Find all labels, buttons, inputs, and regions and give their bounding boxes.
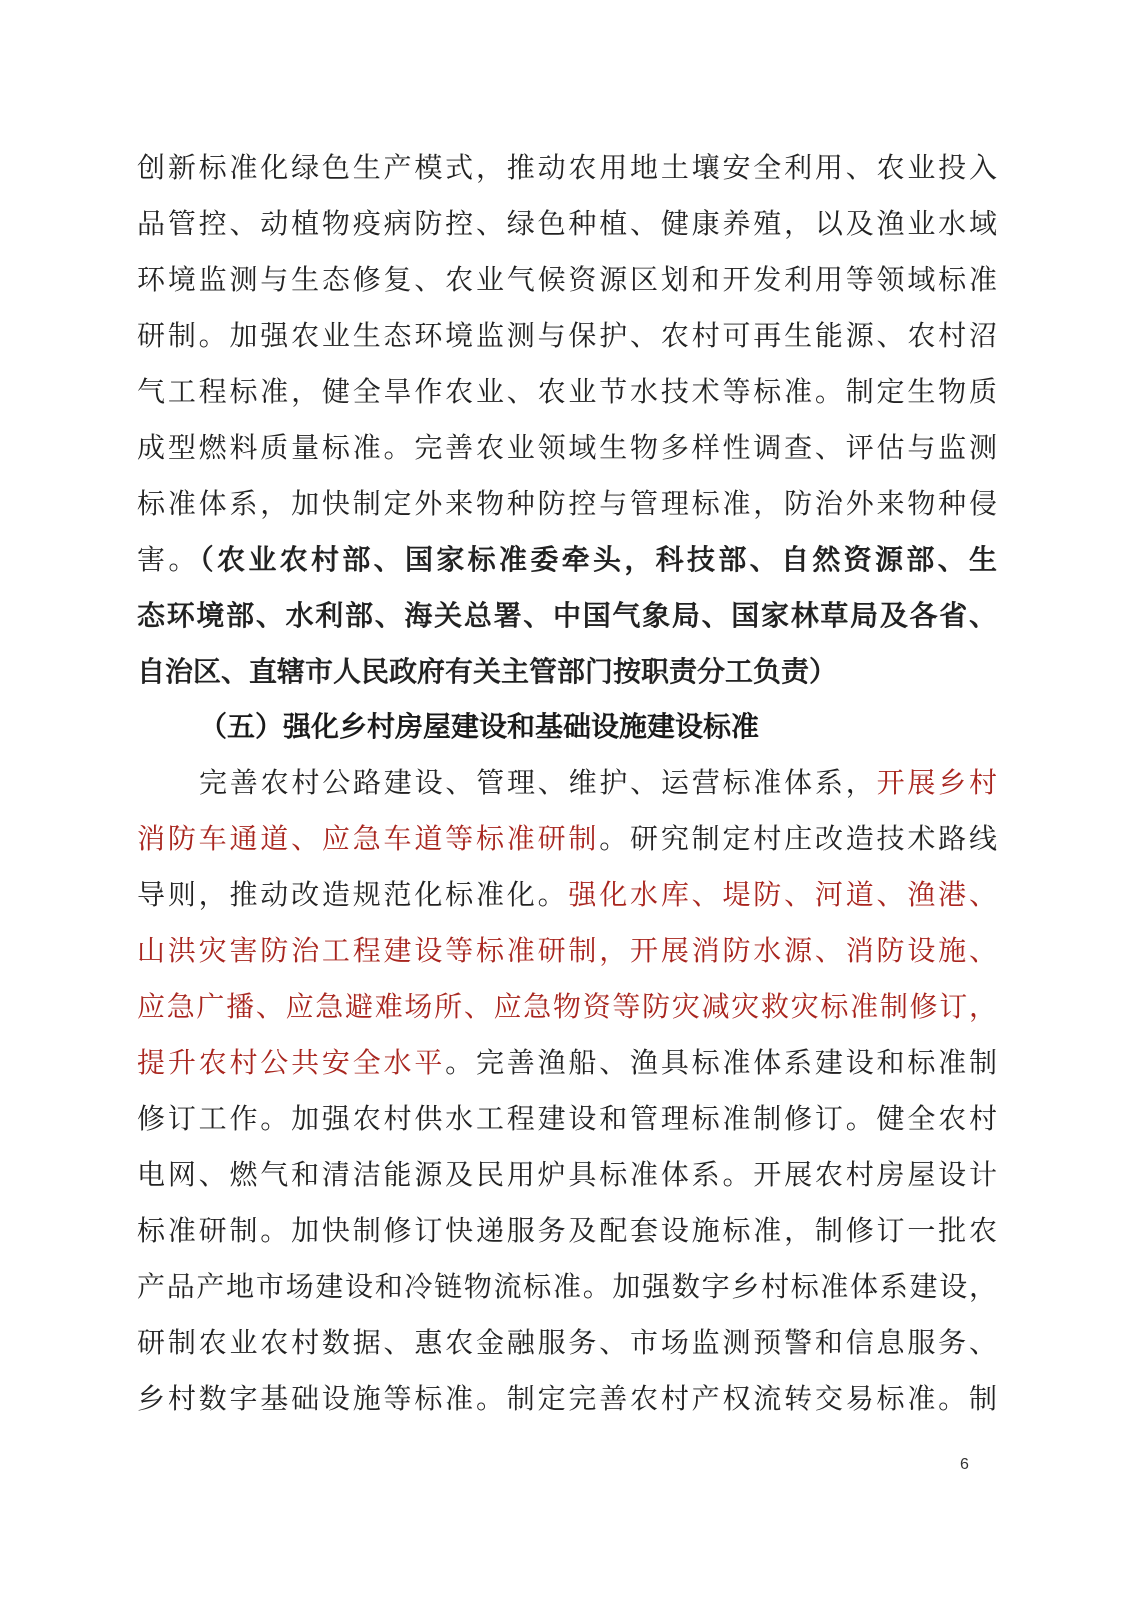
- paragraph-line: [137, 1379, 997, 1419]
- responsibility-note-line: [137, 596, 997, 636]
- paragraph-line: [137, 540, 997, 580]
- line-text: 研制农业农村数据、惠农金融服务、市场监测预警和信息服务、: [137, 1326, 997, 1359]
- paragraph-line: [137, 260, 997, 300]
- paragraph-line: [137, 1323, 997, 1363]
- line-text: 害。: [137, 543, 200, 576]
- line-text: 自治区、直辖市人民政府有关主管部门按职责分工负责）: [137, 655, 838, 688]
- line-text: 标准体系，加快制定外来物种防控与管理标准，防治外来物种侵: [137, 487, 997, 520]
- highlighted-text: 提升农村公共安全水平: [137, 1046, 446, 1079]
- paragraph-line: [137, 316, 997, 356]
- paragraph-line: [137, 1043, 997, 1083]
- line-text: 创新标准化绿色生产模式，推动农用地土壤安全利用、农业投入: [137, 151, 997, 184]
- line-text: 修订工作。加强农村供水工程建设和管理标准制修订。健全农村: [137, 1102, 997, 1135]
- paragraph-line: [137, 1211, 997, 1251]
- paragraph-line: [137, 204, 997, 244]
- responsibility-note-line: [137, 652, 997, 692]
- line-text: 成型燃料质量标准。完善农业领域生物多样性调查、评估与监测: [137, 431, 997, 464]
- highlighted-line: [137, 987, 997, 1027]
- highlighted-text: 山洪灾害防治工程建设等标准研制，开展消防水源、消防设施、: [137, 934, 997, 967]
- paragraph-line: [137, 372, 997, 412]
- paragraph-line: [137, 1099, 997, 1139]
- paragraph-line: [137, 875, 997, 915]
- page-number: 6: [960, 1456, 969, 1473]
- line-text: 产品产地市场建设和冷链物流标准。加强数字乡村标准体系建设，: [137, 1270, 997, 1303]
- line-text: 研制。加强农业生态环境监测与保护、农村可再生能源、农村沼: [137, 319, 997, 352]
- highlighted-text: 消防车通道、应急车道等标准研制: [137, 822, 600, 855]
- highlighted-line: [137, 931, 997, 971]
- line-text: 气工程标准，健全旱作农业、农业节水技术等标准。制定生物质: [137, 375, 997, 408]
- line-text: 态环境部、水利部、海关总署、中国气象局、国家林草局及各省、: [137, 599, 997, 632]
- line-text: 环境监测与生态修复、农业气候资源区划和开发利用等领域标准: [137, 263, 997, 296]
- line-text: 。完善渔船、渔具标准体系建设和标准制: [445, 1046, 997, 1079]
- line-text: 完善农村公路建设、管理、维护、运营标准体系，: [199, 766, 877, 799]
- line-text: 标准研制。加快制修订快递服务及配套设施标准，制修订一批农: [137, 1214, 997, 1247]
- line-text: 品管控、动植物疫病防控、绿色种植、健康养殖，以及渔业水域: [137, 207, 997, 240]
- paragraph-line: [137, 428, 997, 468]
- responsibility-note: （农业农村部、国家标准委牵头，科技部、自然资源部、生: [199, 543, 997, 576]
- line-text: 电网、燃气和清洁能源及民用炉具标准体系。开展农村房屋设计: [137, 1158, 997, 1191]
- paragraph-line: [199, 763, 997, 803]
- line-text: 乡村数字基础设施等标准。制定完善农村产权流转交易标准。制: [137, 1382, 997, 1415]
- highlighted-text: 强化水库、堤防、河道、渔港、: [568, 878, 997, 911]
- paragraph-line: [137, 1155, 997, 1195]
- line-text: 。研究制定村庄改造技术路线: [599, 822, 997, 855]
- paragraph-line: [137, 1267, 997, 1307]
- paragraph-line: [137, 484, 997, 524]
- paragraph-line: [137, 819, 997, 859]
- line-text: 导则，推动改造规范化标准化。: [137, 878, 569, 911]
- highlighted-text: 开展乡村: [876, 766, 997, 799]
- highlighted-text: 应急广播、应急避难场所、应急物资等防灾减灾救灾标准制修订，: [137, 990, 997, 1023]
- paragraph-line: [137, 148, 997, 188]
- section-heading: （五）强化乡村房屋建设和基础设施建设标准: [199, 710, 760, 743]
